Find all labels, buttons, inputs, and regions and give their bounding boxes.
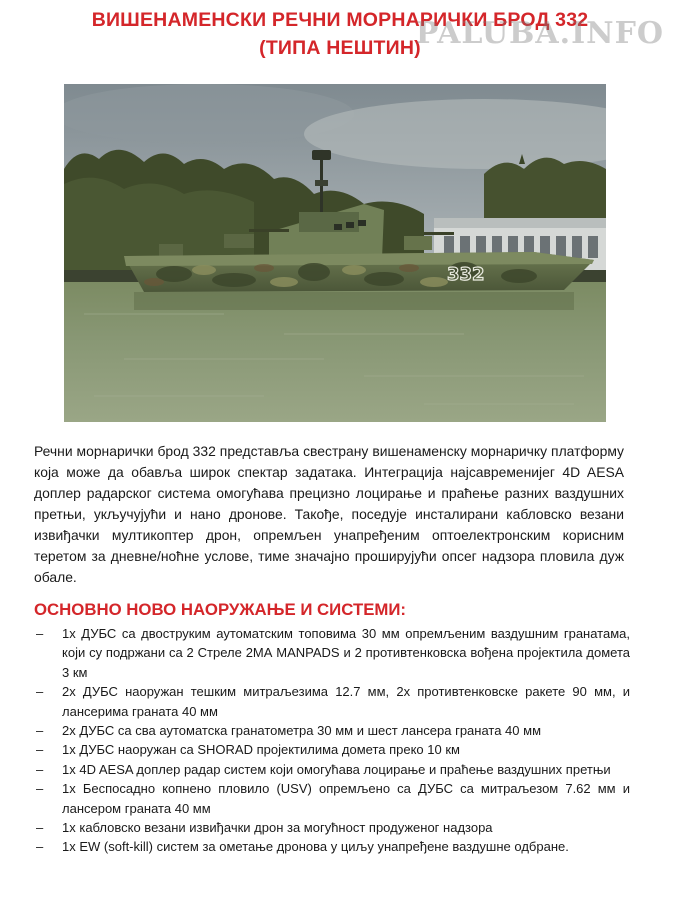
intro-paragraph: Речни морнарички брод 332 представља свестрану вишенаменску морнаричку платформу која може да обавља широк спектар задатака. Интеграција најсавременијег 4D AESA доплер радарског система омогућава прецизно лоцирање и праћење разних ваздушних претњи, укључујући и нано дронове. Такође, поседује инсталирани кабловско везани извиђачки мултикоптер дрон, опремљен унапређеним оптоелектронским корисним теретом за дневне/ноћне услове, тиме значајно проширујући опсег надзора пловила дуж обале. xyxy=(34,443,624,585)
bullet-dash: – xyxy=(36,839,44,855)
weapons-list xyxy=(34,624,630,857)
list-item xyxy=(34,837,630,856)
item-text: 2x ДУБС са сва аутоматска гранатометра 30 мм и шест лансера граната 40 мм xyxy=(62,723,542,739)
title-line-2: (ТИПА НЕШТИН) xyxy=(259,37,421,59)
list-item xyxy=(34,721,630,740)
item-text: 1x кабловско везани извиђачки дрон за могућност продуженог надзора xyxy=(62,820,493,836)
bullet-dash: – xyxy=(36,723,44,739)
list-item xyxy=(34,624,630,682)
item-text: 1x Беспосадно копнено пловило (USV) опремљено са ДУБС са митраљезом 7.62 мм и лансером граната 40 мм xyxy=(62,781,630,816)
list-item xyxy=(34,818,630,837)
bullet-dash: – xyxy=(36,820,44,836)
bullet-dash: – xyxy=(36,781,44,797)
list-item xyxy=(34,779,630,818)
hull-number: 332 xyxy=(447,264,485,285)
bullet-dash: – xyxy=(36,761,44,777)
item-text: 1x ДУБС са двоструким аутоматским топовима 30 мм опремљеним ваздушним гранатама, који су подржани са 2 Стреле 2МА MANPADS и 2 противтенковска вођена пројектила домета 3 км xyxy=(62,626,630,680)
list-item xyxy=(34,740,630,759)
watermark-logo: PALUBA.INFO xyxy=(415,16,664,51)
title-line-1: ВИШЕНАМЕНСКИ РЕЧНИ МОРНАРИЧКИ БРОД 332 xyxy=(91,9,589,31)
item-text: 2x ДУБС наоружан тешким митраљезима 12.7 мм, 2x противтенковске ракете 90 мм, и лансерима граната 40 мм xyxy=(62,684,630,719)
bullet-dash: – xyxy=(36,626,44,641)
bullet-dash: – xyxy=(36,742,44,758)
item-text: 1x EW (soft-kill) систем за ометање дронова у циљу унапређене ваздушне одбране. xyxy=(62,839,569,855)
list-item xyxy=(34,682,630,721)
section-heading: ОСНОВНО НОВО НАОРУЖАЊЕ И СИСТЕМИ: xyxy=(34,600,407,619)
bullet-dash: – xyxy=(36,684,44,700)
boat-photo xyxy=(64,84,606,422)
list-item xyxy=(34,760,630,779)
item-text: 1x 4D AESA доплер радар систем који омогућава лоцирање и праћење ваздушних претњи xyxy=(62,761,611,777)
item-text: 1x ДУБС наоружан са SHORAD пројектилима домета преко 10 км xyxy=(62,742,460,758)
